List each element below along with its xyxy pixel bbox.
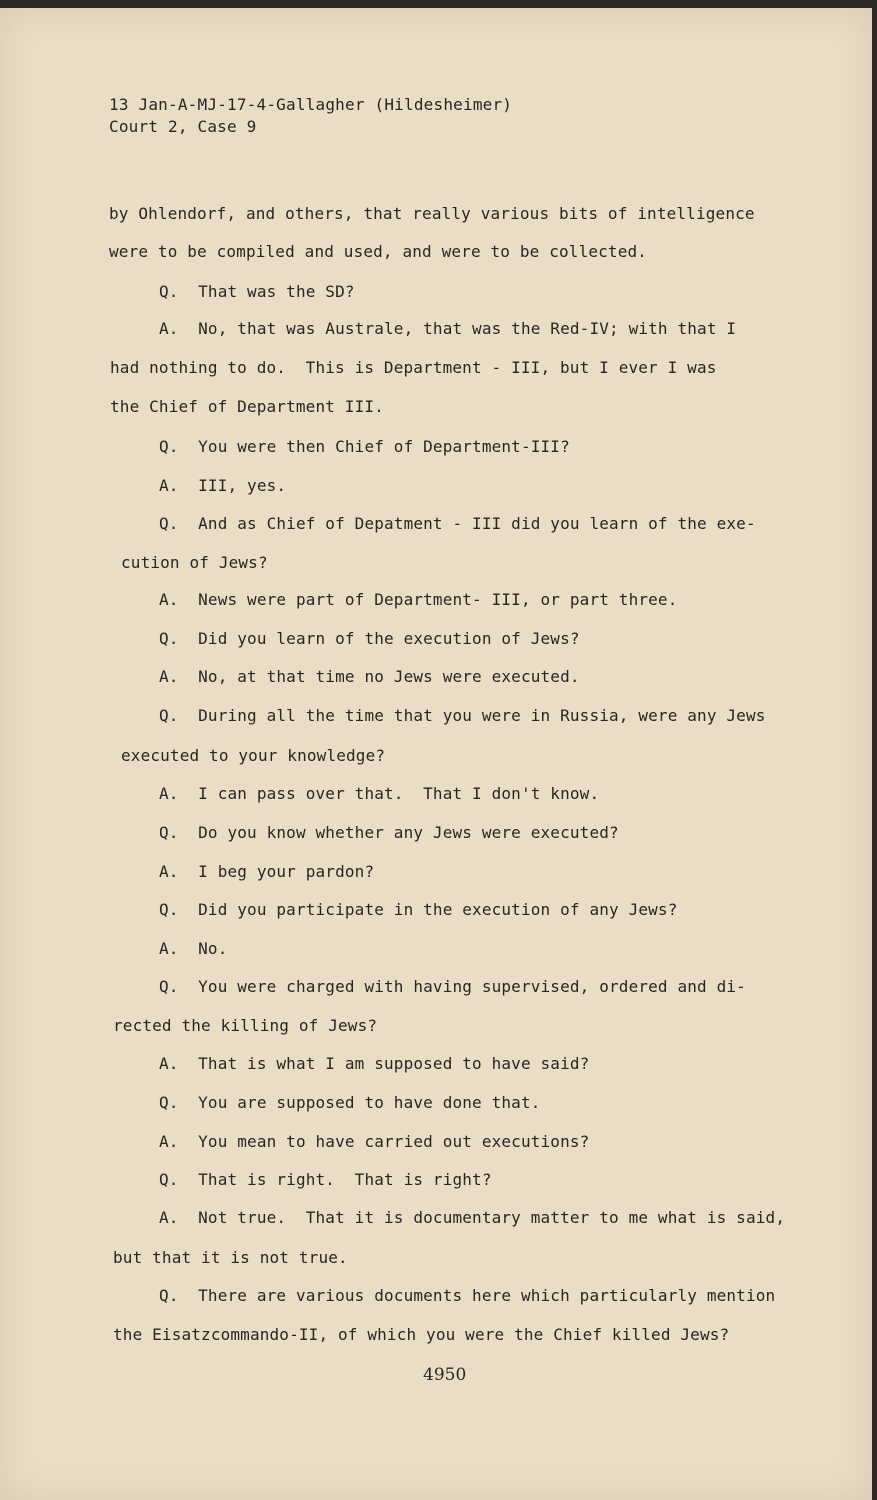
text-line: rected the killing of Jews? bbox=[113, 1016, 378, 1035]
text-line: Q. That was the SD? bbox=[159, 282, 355, 301]
text-line: Q. And as Chief of Depatment - III did you learn of the exe- bbox=[159, 514, 756, 533]
page-number: 4950 bbox=[423, 1365, 467, 1385]
text-line: A. You mean to have carried out executions? bbox=[159, 1132, 590, 1151]
text-line: A. News were part of Department- III, or part three. bbox=[159, 590, 678, 609]
text-line: had nothing to do. This is Department - III, but I ever I was bbox=[110, 358, 717, 377]
text-line: A. III, yes. bbox=[159, 476, 287, 495]
text-line: Q. There are various documents here which particularly mention bbox=[159, 1286, 776, 1305]
text-line: Q. During all the time that you were in Russia, were any Jews bbox=[159, 706, 766, 725]
text-line: Q. Do you know whether any Jews were executed? bbox=[159, 823, 619, 842]
header-line-2: Court 2, Case 9 bbox=[109, 117, 257, 136]
text-line: A. I can pass over that. That I don't know. bbox=[159, 784, 600, 803]
text-line: Q. You were then Chief of Department-III? bbox=[159, 437, 570, 456]
text-line: were to be compiled and used, and were to be collected. bbox=[109, 242, 648, 261]
text-line: by Ohlendorf, and others, that really various bits of intelligence bbox=[109, 204, 755, 223]
document-header bbox=[109, 94, 512, 138]
header-line-1: 13 Jan-A-MJ-17-4-Gallagher (Hildesheimer) bbox=[109, 95, 513, 114]
text-line: Q. You were charged with having supervised, ordered and di- bbox=[159, 977, 746, 996]
text-line: Q. You are supposed to have done that. bbox=[159, 1093, 541, 1112]
text-line: cution of Jews? bbox=[121, 553, 268, 572]
text-line: Q. Did you learn of the execution of Jews? bbox=[159, 629, 580, 648]
text-line: A. That is what I am supposed to have said? bbox=[159, 1054, 590, 1073]
text-line: Q. That is right. That is right? bbox=[159, 1170, 492, 1189]
text-line: Q. Did you participate in the execution of any Jews? bbox=[159, 900, 678, 919]
text-line: A. No. bbox=[159, 939, 228, 958]
scan-border-right bbox=[872, 0, 877, 1500]
text-line: the Eisatzcommando-II, of which you were the Chief killed Jews? bbox=[113, 1325, 730, 1344]
scan-border-top bbox=[0, 0, 877, 8]
text-line: A. I beg your pardon? bbox=[159, 862, 375, 881]
text-line: executed to your knowledge? bbox=[121, 746, 386, 765]
document-page bbox=[0, 8, 872, 1500]
text-line: A. Not true. That it is documentary matter to me what is said, bbox=[159, 1208, 786, 1227]
text-line: A. No, that was Australe, that was the Red-IV; with that I bbox=[159, 319, 737, 338]
text-line: the Chief of Department III. bbox=[110, 397, 384, 416]
text-line: but that it is not true. bbox=[113, 1248, 348, 1267]
text-line: A. No, at that time no Jews were executed. bbox=[159, 667, 580, 686]
